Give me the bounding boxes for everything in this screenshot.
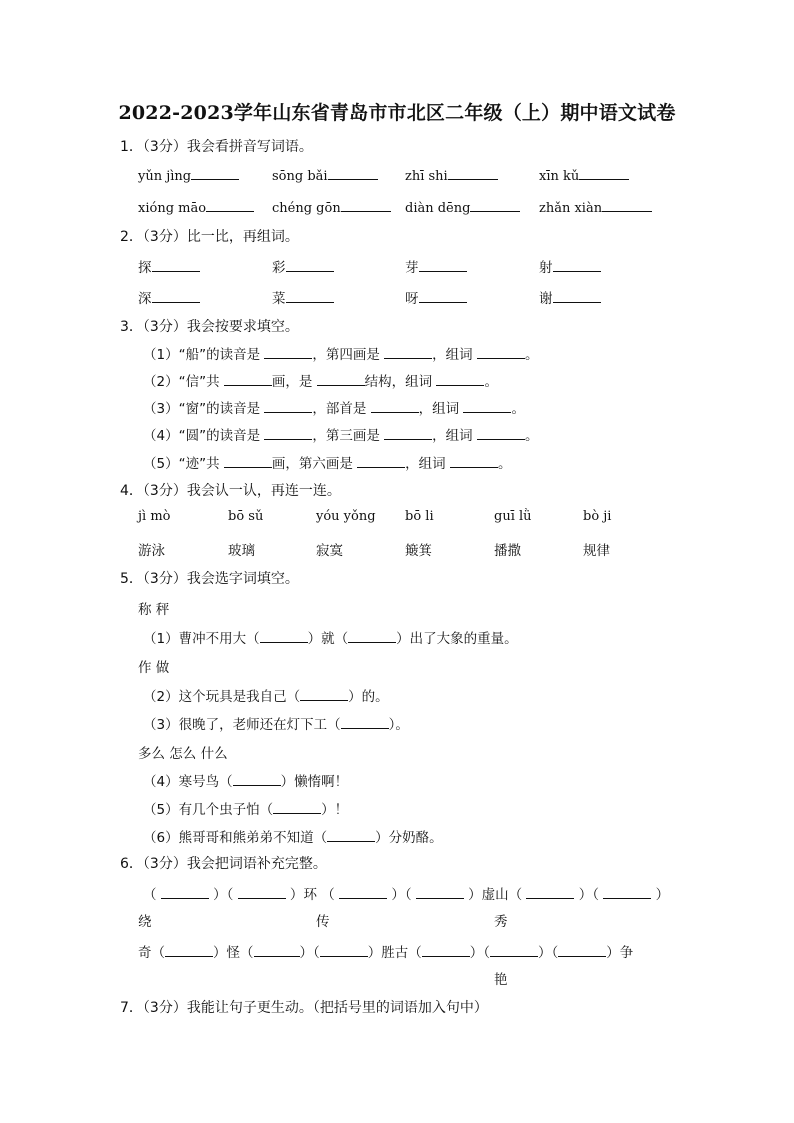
- answer-blank[interactable]: [224, 455, 272, 468]
- q1-item: zhī shi: [405, 167, 498, 184]
- answer-blank[interactable]: [463, 400, 511, 413]
- answer-blank[interactable]: [371, 400, 419, 413]
- q6-wrap-char: 绕: [138, 914, 152, 930]
- answer-blank[interactable]: [553, 259, 601, 272]
- q6-wrap-char: 传: [316, 914, 330, 930]
- answer-blank[interactable]: [328, 167, 378, 180]
- q1-item: sōng bǎi: [272, 167, 378, 184]
- q5-options-2: 作 做: [138, 660, 170, 676]
- answer-blank[interactable]: [286, 290, 334, 303]
- q2-item: 彩: [272, 256, 334, 276]
- answer-blank[interactable]: [286, 259, 334, 272]
- q1-item: chéng gōn: [272, 199, 391, 216]
- answer-blank[interactable]: [224, 373, 272, 386]
- answer-blank[interactable]: [238, 886, 286, 899]
- answer-blank[interactable]: [553, 290, 601, 303]
- answer-blank[interactable]: [579, 167, 629, 180]
- q2-item: 探: [138, 256, 200, 276]
- q3-prompt: 3．（3分）我会按要求填空。: [120, 319, 299, 335]
- q1-item: diàn dēng: [405, 199, 520, 216]
- answer-blank[interactable]: [357, 455, 405, 468]
- q5-prompt: 5．（3分）我会选字词填空。: [120, 571, 299, 587]
- answer-blank[interactable]: [165, 944, 213, 957]
- q4-word[interactable]: 玻璃: [228, 543, 255, 559]
- answer-blank[interactable]: [206, 199, 254, 212]
- page-title: 2022-2023学年山东省青岛市市北区二年级（上）期中语文试卷: [118, 102, 676, 124]
- answer-blank[interactable]: [260, 630, 308, 643]
- q4-pinyin: bō sǔ: [228, 509, 264, 524]
- q4-word[interactable]: 规律: [583, 543, 610, 559]
- q2-item: 射: [539, 256, 601, 276]
- q5-options-3: 多么 怎么 什么: [138, 746, 228, 762]
- q1-item: zhǎn xiàn: [539, 199, 652, 216]
- answer-blank[interactable]: [264, 427, 312, 440]
- answer-blank[interactable]: [448, 167, 498, 180]
- answer-blank[interactable]: [470, 199, 520, 212]
- q4-pinyin: guī lǜ: [494, 509, 532, 524]
- q3-line-5: （5）“迹”共 画，第六画是 ，组词 。: [143, 456, 512, 472]
- q2-prompt: 2．（3分）比一比，再组词。: [120, 229, 299, 245]
- answer-blank[interactable]: [436, 373, 484, 386]
- q6-prompt: 6．（3分）我会把词语补充完整。: [120, 856, 327, 872]
- q7-prompt: 7．（3分）我能让句子更生动。（把括号里的词语加入句中）: [120, 1000, 488, 1016]
- answer-blank[interactable]: [477, 427, 525, 440]
- answer-blank[interactable]: [384, 346, 432, 359]
- q4-pinyin: yóu yǒng: [316, 509, 376, 524]
- q5-sentence-5: （5）有几个虫子怕（ ）！: [143, 802, 349, 818]
- answer-blank[interactable]: [348, 630, 396, 643]
- q4-pinyin: jì mò: [138, 509, 171, 524]
- answer-blank[interactable]: [317, 373, 365, 386]
- q3-line-2: （2）“信”共 画，是 结构，组词 。: [143, 374, 498, 390]
- answer-blank[interactable]: [419, 259, 467, 272]
- answer-blank[interactable]: [419, 290, 467, 303]
- answer-blank[interactable]: [254, 944, 300, 957]
- answer-blank[interactable]: [416, 886, 464, 899]
- answer-blank[interactable]: [264, 346, 312, 359]
- q5-sentence-3: （3）很晚了，老师还在灯下工（ ）。: [143, 717, 409, 733]
- q5-options-1: 称 秤: [138, 602, 170, 618]
- q6-wrap-char: 艳: [494, 972, 508, 988]
- q2-item: 芽: [405, 256, 467, 276]
- q2-item: 呀: [405, 287, 467, 307]
- answer-blank[interactable]: [327, 829, 375, 842]
- q4-word[interactable]: 播撒: [494, 543, 521, 559]
- q6-row-2: 奇（ ）怪（ ）（ ）胜古（ ）（ ）（ ）争: [138, 945, 634, 961]
- answer-blank[interactable]: [152, 259, 200, 272]
- q4-word[interactable]: 簸箕: [405, 543, 432, 559]
- q5-sentence-2: （2）这个玩具是我自己（ ）的。: [143, 689, 389, 705]
- q4-word[interactable]: 游泳: [138, 543, 165, 559]
- q2-item: 谢: [539, 287, 601, 307]
- answer-blank[interactable]: [477, 346, 525, 359]
- q5-sentence-1: （1）曹冲不用大（ ）就（ ）出了大象的重量。: [143, 631, 518, 647]
- answer-blank[interactable]: [233, 773, 281, 786]
- q2-item: 菜: [272, 287, 334, 307]
- answer-blank[interactable]: [191, 167, 239, 180]
- answer-blank[interactable]: [339, 886, 387, 899]
- answer-blank[interactable]: [384, 427, 432, 440]
- answer-blank[interactable]: [422, 944, 470, 957]
- answer-blank[interactable]: [490, 944, 538, 957]
- answer-blank[interactable]: [264, 400, 312, 413]
- answer-blank[interactable]: [558, 944, 606, 957]
- q4-pinyin: bò ji: [583, 509, 612, 524]
- answer-blank[interactable]: [273, 801, 321, 814]
- q3-line-4: （4）“圆”的读音是 ，第三画是 ，组词 。: [143, 428, 539, 444]
- answer-blank[interactable]: [341, 199, 391, 212]
- q4-prompt: 4．（3分）我会认一认，再连一连。: [120, 483, 341, 499]
- answer-blank[interactable]: [602, 199, 652, 212]
- answer-blank[interactable]: [526, 886, 574, 899]
- answer-blank[interactable]: [341, 716, 389, 729]
- q4-word[interactable]: 寂寞: [316, 543, 343, 559]
- q6-row-1: （ ）（ ）环 （ ）（ ）虚山（ ）（ ）: [143, 887, 670, 903]
- answer-blank[interactable]: [450, 455, 498, 468]
- q5-sentence-6: （6）熊哥哥和熊弟弟不知道（ ）分奶酪。: [143, 830, 443, 846]
- q5-sentence-4: （4）寒号鸟（ ）懒惰啊！: [143, 774, 349, 790]
- q4-pinyin: bō li: [405, 509, 434, 524]
- q3-line-1: （1）“船”的读音是 ，第四画是 ，组词 。: [143, 347, 539, 363]
- answer-blank[interactable]: [320, 944, 368, 957]
- answer-blank[interactable]: [152, 290, 200, 303]
- q2-item: 深: [138, 287, 200, 307]
- q1-item: yǔn jìng: [138, 167, 239, 184]
- q1-item: xīn kǔ: [539, 167, 629, 184]
- q1-prompt: 1．（3分）我会看拼音写词语。: [120, 139, 313, 155]
- q6-wrap-char: 秀: [494, 914, 508, 930]
- answer-blank[interactable]: [161, 886, 209, 899]
- answer-blank[interactable]: [603, 886, 651, 899]
- answer-blank[interactable]: [300, 688, 348, 701]
- q3-line-3: （3）“窗”的读音是 ，部首是 ，组词 。: [143, 401, 525, 417]
- q1-item: xióng māo: [138, 199, 254, 216]
